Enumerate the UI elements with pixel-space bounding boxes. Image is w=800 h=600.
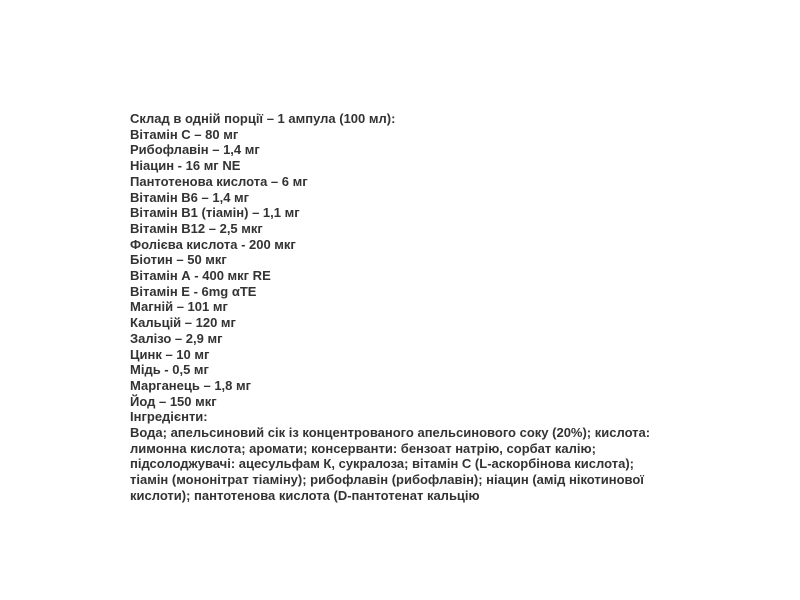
composition-item: Вітамін С – 80 мг [130, 126, 239, 142]
composition-item: Вітамін Е - 6mg αTE [130, 283, 257, 299]
composition-item: Ніацин - 16 мг NE [130, 158, 241, 174]
composition-item: Фолієва кислота - 200 мкг [130, 236, 296, 252]
composition-item: Цинк – 10 мг [130, 346, 210, 362]
composition-item: Йод – 150 мкг [130, 393, 217, 409]
composition-item: Залізо – 2,9 мг [130, 330, 223, 346]
ingredients-heading: Інгредієнти: [130, 409, 208, 425]
composition-item: Пантотенова кислота – 6 мг [130, 173, 308, 189]
composition-item: Біотин – 50 мкг [130, 252, 227, 268]
composition-item: Магній – 101 мг [130, 299, 228, 315]
product-description [130, 111, 690, 504]
composition-item: Вітамін В1 (тіамін) – 1,1 мг [130, 205, 300, 221]
composition-list [130, 127, 690, 410]
composition-item: Мідь - 0,5 мг [130, 362, 209, 378]
ingredients-line: Вода; апельсиновий сік із концентрованого апельсинового соку (20%); кислота: [130, 425, 651, 441]
composition-item: Вітамін В6 – 1,4 мг [130, 189, 250, 205]
composition-item: Вітамін А - 400 мкг RE [130, 268, 271, 284]
composition-item: Марганець – 1,8 мг [130, 377, 252, 393]
ingredients-line: лимонна кислота; аромати; консерванти: бензоат натрію, сорбат калію; [130, 440, 596, 456]
composition-item: Кальцій – 120 мг [130, 315, 236, 331]
ingredients-line: підсолоджувачі: ацесульфам К, сукралоза; вітамін С (L-аскорбінова кислота); [130, 456, 634, 472]
ingredients-line: тіамін (мононітрат тіаміну); рибофлавін (рибофлавін); ніацин (амід нікотинової [130, 472, 644, 488]
composition-item: Вітамін В12 – 2,5 мкг [130, 220, 263, 236]
ingredients-line: кислоти); пантотенова кислота (D-пантотенат кальцію [130, 487, 480, 503]
ingredients-text [130, 425, 690, 504]
composition-heading: Склад в одній порції – 1 ампула (100 мл): [130, 111, 396, 126]
composition-item: Рибофлавін – 1,4 мг [130, 142, 260, 158]
